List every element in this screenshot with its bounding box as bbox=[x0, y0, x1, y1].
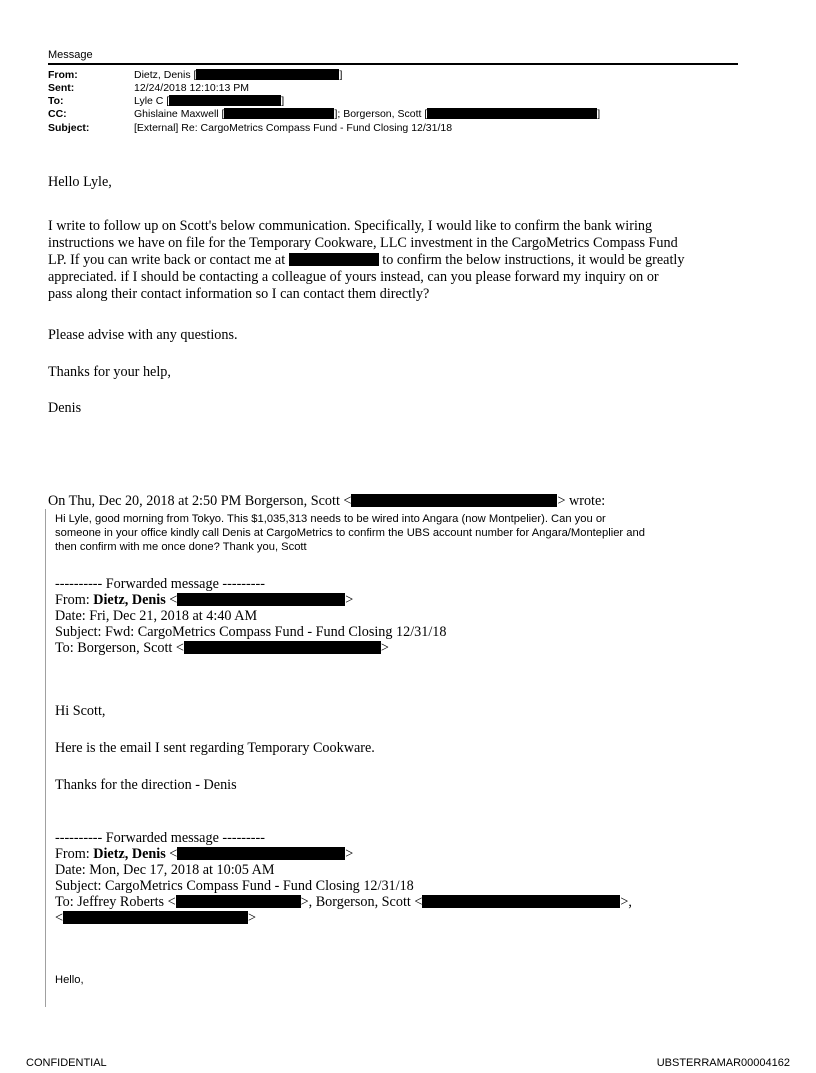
header-cc-row bbox=[48, 108, 738, 121]
cc-value: Ghislaine Maxwell [ ]; Borgerson, Scott [ ] bbox=[134, 108, 601, 120]
header-sent-row bbox=[48, 82, 738, 95]
fwd2-greeting: Hello, bbox=[55, 974, 84, 986]
redaction-block bbox=[184, 641, 381, 654]
sent-value: 12/24/2018 12:10:13 PM bbox=[134, 82, 250, 94]
subject-value: [External] Re: CargoMetrics Compass Fund - Fund Closing 12/31/18 bbox=[134, 122, 453, 134]
signature: Denis bbox=[48, 400, 82, 416]
fwd1-line1: Here is the email I sent regarding Temporary Cookware. bbox=[55, 740, 375, 756]
redaction-block bbox=[177, 847, 345, 860]
main-paragraph: I write to follow up on Scott's below communication. Specifically, I would like to confirm the bank wiring instructions we have on file for the Temporary Cookware, LLC investment in the CargoMetrics Compass Fund LP. If you can write back or contact me at to confirm the below instructions, it would be greatly appreciated. if I should be contacting a colleague of yours instead, can you please forward my inquiry on or pass along their contact information so I can contact them directly? bbox=[48, 218, 685, 302]
quote-bar bbox=[45, 509, 46, 1007]
fwd1-greeting: Hi Scott, bbox=[55, 703, 106, 719]
redaction-block bbox=[351, 494, 557, 507]
redaction-block bbox=[169, 95, 281, 106]
quote-intro: On Thu, Dec 20, 2018 at 2:50 PM Borgerson, Scott < > wrote: bbox=[48, 493, 606, 509]
fwd1-line2: Thanks for the direction - Denis bbox=[55, 777, 237, 793]
footer-confidential: CONFIDENTIAL bbox=[26, 1057, 107, 1069]
scott-message: Hi Lyle, good morning from Tokyo. This $1,035,313 needs to be wired into Angara (now Montpelier). Can you or someone in your office kindly call Denis at CargoMetrics to confirm the UBS account number for Angara/Monteplier and then confirm with me once done? Thank you, Scott bbox=[55, 513, 645, 553]
redaction-block bbox=[176, 895, 301, 908]
to-label: To: bbox=[48, 95, 64, 107]
redaction-block bbox=[63, 911, 248, 924]
redaction-block bbox=[289, 253, 379, 266]
advise-line: Please advise with any questions. bbox=[48, 327, 238, 343]
sent-label: Sent: bbox=[48, 82, 75, 94]
greeting: Hello Lyle, bbox=[48, 174, 112, 190]
header-divider bbox=[48, 63, 738, 65]
cc-label: CC: bbox=[48, 108, 67, 120]
to-value: Lyle C [ ] bbox=[134, 95, 285, 107]
footer-bates-number: UBSTERRAMAR00004162 bbox=[656, 1057, 790, 1069]
header-subject-row bbox=[48, 122, 738, 135]
message-label: Message bbox=[48, 49, 93, 61]
subject-label: Subject: bbox=[48, 122, 90, 134]
from-value: Dietz, Denis [ ] bbox=[134, 69, 343, 81]
redaction-block bbox=[177, 593, 345, 606]
from-label: From: bbox=[48, 69, 78, 81]
forwarded-header-2: ---------- Forwarded message --------- From: Dietz, Denis < > Date: Mon, Dec 17, 2018 at 10:05 AM Subject: CargoMetrics Compass Fund - Fund Closing 12/31/18 To: Jeffrey Roberts < >, Borgerson, Scott < >, < > bbox=[55, 830, 632, 926]
redaction-block bbox=[224, 108, 334, 119]
forwarded-header-1: ---------- Forwarded message --------- From: Dietz, Denis < > Date: Fri, Dec 21, 2018 at 4:40 AM Subject: Fwd: CargoMetrics Compass Fund - Fund Closing 12/31/18 To: Borgerson, Scott < > bbox=[55, 576, 447, 656]
redaction-block bbox=[427, 108, 597, 119]
header-to-row bbox=[48, 95, 738, 108]
thanks-line: Thanks for your help, bbox=[48, 364, 171, 380]
redaction-block bbox=[422, 895, 620, 908]
redaction-block bbox=[196, 69, 339, 80]
header-from-row bbox=[48, 69, 738, 82]
